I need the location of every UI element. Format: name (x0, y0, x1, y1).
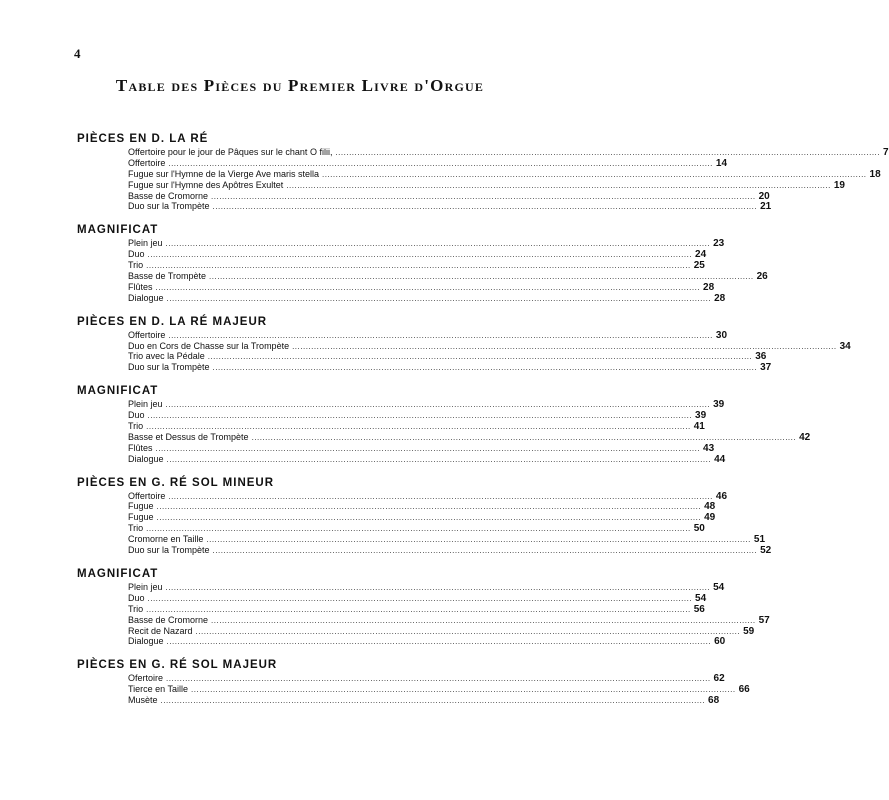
entry-page-number: 46 (715, 490, 728, 502)
entry-title: Trio (128, 603, 144, 614)
entry-title: Trio (128, 523, 144, 534)
dot-leader: ........................................................................................................................................................................................................ (212, 202, 758, 212)
dot-leader: ........................................................................................................................................................................................................ (165, 582, 711, 592)
entry-page-number: 19 (833, 179, 845, 191)
entry-title: Basse de Cromorne (128, 614, 209, 625)
toc-section (77, 475, 772, 557)
section-heading: PIÈCES EN G. RÉ SOL MINEUR (77, 476, 275, 489)
toc-section (77, 131, 889, 213)
entry-title: Basse de Trompète (128, 271, 207, 282)
page-title: Table des Pièces du Premier Livre d'Orgue (115, 76, 485, 95)
entry-title: Fugue (128, 501, 154, 512)
entry-title: Offertoire pour le jour de Pâques sur le chant O filii, (128, 147, 333, 157)
dot-leader: ........................................................................................................................................................................................................ (168, 491, 713, 501)
entry-page-number: 44 (714, 453, 726, 465)
dot-leader: ........................................................................................................................................................................................................ (168, 330, 713, 340)
dot-leader: ........................................................................................................................................................................................................ (166, 454, 712, 464)
dot-leader: ........................................................................................................................................................................................................ (156, 513, 702, 523)
dot-leader: ........................................................................................................................................................................................................ (146, 604, 691, 614)
dot-leader: ........................................................................................................................................................................................................ (195, 626, 741, 636)
entry-page-number: 50 (693, 523, 705, 535)
entry-title: Flûtes (128, 281, 153, 292)
toc-entry (77, 238, 725, 250)
entry-title: Fugue sur l'Hymne de la Vierge Ave maris stella (128, 168, 319, 179)
entry-title: Trio (128, 260, 144, 271)
entry-title: Duo (128, 592, 145, 603)
entry-title: Duo sur la Trompète (128, 201, 210, 212)
dot-leader: ........................................................................................................................................................................................................ (155, 282, 701, 292)
entry-page-number: 56 (693, 603, 705, 615)
entry-title: Musète (128, 695, 158, 706)
entry-title: Cromorne en Taille (128, 534, 204, 545)
entry-page-number: 52 (760, 545, 772, 557)
toc-entry (77, 431, 811, 443)
dot-leader: ........................................................................................................................................................................................................ (292, 341, 837, 351)
entry-page-number: 26 (756, 271, 768, 283)
entry-page-number: 21 (760, 201, 772, 213)
entry-page-number: 39 (695, 410, 707, 422)
entry-title: Flûtes (128, 442, 153, 453)
entry-page-number: 7 (882, 147, 889, 158)
toc-entry (77, 603, 705, 615)
dot-leader: ........................................................................................................................................................................................................ (212, 363, 758, 373)
toc-entry (77, 442, 715, 454)
entry-title: Basse et Dessus de Trompète (128, 431, 249, 442)
entry-page-number: 18 (869, 168, 881, 180)
entry-page-number: 57 (758, 614, 770, 626)
dot-leader: ........................................................................................................................................................................................................ (146, 524, 691, 534)
entry-title: Plein jeu (128, 399, 163, 410)
toc-entry (77, 157, 728, 169)
toc-entry (77, 512, 716, 524)
dot-leader: ........................................................................................................................................................................................................ (147, 411, 693, 421)
dot-leader: ........................................................................................................................................................................................................ (212, 546, 758, 556)
entry-title: Recit de Nazard (128, 625, 193, 636)
dot-leader: ........................................................................................................................................................................................................ (146, 422, 691, 432)
entry-page-number: 54 (695, 592, 707, 604)
entry-title: Duo (128, 249, 145, 260)
toc-entry (77, 534, 766, 546)
entry-title: Trio avec la Pédale (128, 351, 205, 362)
entry-page-number: 23 (713, 238, 725, 250)
entry-page-number: 36 (755, 351, 767, 363)
entry-page-number: 43 (703, 442, 715, 454)
dot-leader: ........................................................................................................................................................................................................ (207, 352, 753, 362)
toc-entry (77, 684, 750, 696)
toc-entry (77, 271, 768, 283)
toc-entry (77, 581, 725, 593)
dot-leader: ........................................................................................................................................................................................................ (156, 502, 702, 512)
dot-leader: ........................................................................................................................................................................................................ (165, 239, 711, 249)
section-heading: PIÈCES EN G. RÉ SOL MAJEUR (77, 659, 278, 672)
toc-section (77, 383, 811, 465)
toc-entry (77, 625, 755, 637)
section-heading: PIÈCES EN D. LA RÉ (77, 133, 209, 145)
dot-leader: ........................................................................................................................................................................................................ (155, 443, 701, 453)
entry-page-number: 42 (799, 431, 811, 443)
entry-title: Duo en Cors de Chasse sur la Trompète (128, 340, 290, 351)
entry-title: Trio (128, 421, 144, 432)
toc-entry (77, 490, 728, 502)
toc-entry (77, 249, 707, 261)
entry-title: Offertoire (128, 329, 166, 340)
entry-page-number: 24 (695, 249, 707, 261)
toc-entry (77, 501, 716, 513)
entry-page-number: 28 (714, 292, 726, 304)
entry-page-number: 37 (760, 362, 772, 374)
dot-leader: ........................................................................................................................................................................................................ (166, 637, 712, 647)
dot-leader: ........................................................................................................................................................................................................ (147, 250, 693, 260)
toc-entry (77, 179, 845, 191)
entry-title: Dialogue (128, 292, 164, 303)
entry-title: Dialogue (128, 636, 164, 647)
section-heading: MAGNIFICAT (77, 385, 159, 398)
dot-leader: ........................................................................................................................................................................................................ (206, 535, 751, 545)
dot-leader: ........................................................................................................................................................................................................ (168, 158, 713, 168)
section-heading: PIÈCES EN D. LA RÉ MAJEUR (77, 315, 268, 328)
entry-title: Plein jeu (128, 238, 163, 249)
toc-entry (77, 453, 726, 465)
toc-entry (77, 362, 772, 374)
entry-title: Duo sur la Trompète (128, 545, 210, 556)
toc-section (77, 566, 770, 648)
entry-page-number: 39 (713, 399, 725, 411)
dot-leader: ........................................................................................................................................................................................................ (321, 169, 867, 179)
toc-entry (77, 340, 851, 352)
entry-page-number: 54 (713, 581, 725, 593)
entry-page-number: 41 (693, 421, 705, 433)
toc-entry (77, 201, 772, 213)
entry-title: Offertoire (128, 490, 166, 501)
dot-leader: ........................................................................................................................................................................................................ (146, 261, 691, 271)
toc-entry (77, 421, 705, 433)
toc-entry (77, 614, 770, 626)
toc-entry (77, 695, 720, 707)
toc-entry (77, 260, 705, 272)
dot-leader: ........................................................................................................................................................................................................ (211, 615, 756, 625)
dot-leader: ........................................................................................................................................................................................................ (166, 674, 711, 684)
dot-leader: ........................................................................................................................................................................................................ (191, 685, 736, 695)
section-heading: MAGNIFICAT (77, 224, 159, 237)
section-heading: MAGNIFICAT (77, 567, 159, 580)
entry-page-number: 28 (703, 281, 715, 293)
toc-entry (77, 410, 707, 422)
toc-entry (77, 399, 725, 411)
entry-page-number: 20 (758, 190, 770, 202)
toc-entry (77, 329, 728, 341)
entry-page-number: 48 (704, 501, 716, 513)
dot-leader: ........................................................................................................................................................................................................ (209, 272, 754, 282)
entry-page-number: 66 (738, 684, 750, 696)
entry-page-number: 68 (708, 695, 720, 707)
toc-entry (77, 292, 726, 304)
entry-page-number: 59 (743, 625, 755, 637)
dot-leader: ........................................................................................................................................................................................................ (211, 191, 756, 201)
entry-page-number: 49 (704, 512, 716, 524)
dot-leader: ........................................................................................................................................................................................................ (335, 148, 880, 157)
dot-leader: ........................................................................................................................................................................................................ (166, 293, 712, 303)
page-number: 4 (74, 46, 81, 61)
entry-title: Plein jeu (128, 581, 163, 592)
entry-title: Dialogue (128, 453, 164, 464)
entry-page-number: 14 (715, 157, 728, 169)
table-of-contents (77, 131, 889, 716)
toc-entry (77, 636, 726, 648)
toc-entry (77, 168, 881, 180)
entry-title: Offertoire (128, 157, 166, 168)
entry-page-number: 30 (715, 329, 728, 341)
toc-entry (77, 673, 725, 685)
entry-title: Tierce en Taille (128, 684, 189, 695)
entry-page-number: 25 (693, 260, 705, 272)
entry-page-number: 34 (839, 340, 851, 352)
toc-entry (77, 190, 770, 202)
toc-section (77, 314, 851, 374)
entry-page-number: 62 (713, 673, 725, 685)
toc-entry (77, 592, 707, 604)
toc-section (77, 222, 768, 304)
dot-leader: ........................................................................................................................................................................................................ (147, 593, 693, 603)
dot-leader: ........................................................................................................................................................................................................ (165, 400, 711, 410)
entry-page-number: 60 (714, 636, 726, 648)
dot-leader: ........................................................................................................................................................................................................ (286, 180, 831, 190)
dot-leader: ........................................................................................................................................................................................................ (251, 432, 797, 442)
entry-title: Fugue (128, 512, 154, 523)
toc-entry (77, 545, 772, 557)
entry-title: Duo (128, 410, 145, 421)
toc-section (77, 657, 750, 707)
entry-title: Ofertoire (128, 673, 164, 684)
dot-leader: ........................................................................................................................................................................................................ (160, 696, 706, 706)
toc-entry (77, 523, 705, 535)
entry-title: Basse de Cromorne (128, 190, 209, 201)
entry-title: Duo sur la Trompète (128, 362, 210, 373)
entry-page-number: 51 (753, 534, 766, 546)
toc-entry (77, 351, 767, 363)
entry-title: Fugue sur l'Hymne des Apôtres Exultet (128, 179, 284, 190)
toc-entry (77, 281, 715, 293)
toc-entry (77, 147, 889, 158)
